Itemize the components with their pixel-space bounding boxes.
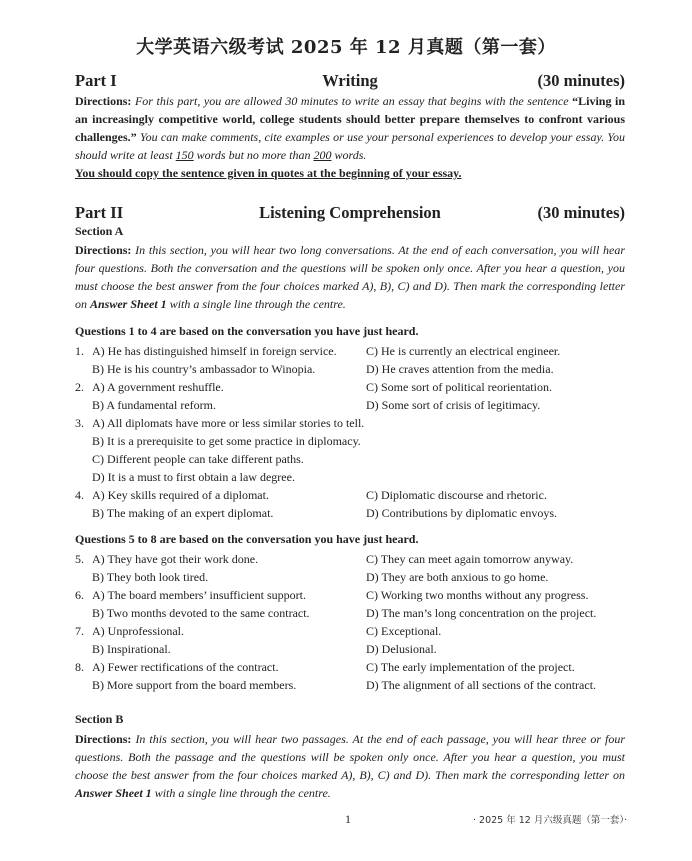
part1-label: Part I [75, 71, 117, 90]
option-c: C) Exceptional. [366, 624, 442, 638]
option-d: D) The man’s long concentration on the project. [366, 606, 597, 620]
question-number: 3. [75, 416, 84, 430]
option-c: C) Some sort of political reorientation. [366, 380, 552, 394]
option-a: A) He has distinguished himself in foreign service. [92, 344, 337, 358]
part2-time: (30 minutes) [537, 203, 625, 222]
part2-label: Part II [75, 203, 124, 222]
directions-label: Directions: [75, 243, 132, 257]
option-d: D) They are both anxious to go home. [366, 570, 549, 584]
option-c: C) The early implementation of the project. [366, 660, 575, 674]
option-c: C) Different people can take different paths. [92, 452, 304, 466]
min-words: 150 [175, 148, 194, 162]
option-b: B) Inspirational. [92, 642, 171, 656]
option-d: D) Delusional. [366, 642, 437, 656]
question-number: 5. [75, 552, 84, 566]
question-number: 7. [75, 624, 84, 638]
option-b: B) It is a prerequisite to get some practice in diplomacy. [92, 434, 361, 448]
option-a: A) All diplomats have more or less similar stories to tell. [92, 416, 365, 430]
option-b: B) They both look tired. [92, 570, 209, 584]
directions-label: Directions: [75, 94, 132, 108]
directions-text: with a single line through the centre. [154, 786, 331, 800]
question-7 [75, 622, 635, 658]
option-d: D) Some sort of crisis of legitimacy. [366, 398, 541, 412]
option-c: C) They can meet again tomorrow anyway. [366, 552, 574, 566]
part1-time: (30 minutes) [537, 71, 625, 90]
option-d: D) He craves attention from the media. [366, 362, 554, 376]
max-words: 200 [313, 148, 332, 162]
option-b: B) A fundamental reform. [92, 398, 216, 412]
directions-text: You can make comments, cite examples or use your personal experiences to develop your essay. You should write at least [75, 130, 626, 162]
directions-text: words. [334, 148, 367, 162]
directions-text: words but no more than [196, 148, 311, 162]
part1-header [75, 71, 625, 91]
part1-directions [75, 92, 625, 164]
option-b: B) The making of an expert diplomat. [92, 506, 274, 520]
copy-note [75, 164, 625, 182]
question-number: 2. [75, 380, 84, 394]
option-b: B) Two months devoted to the same contract. [92, 606, 310, 620]
directions-text: with a single line through the centre. [169, 297, 346, 311]
section-a-directions [75, 241, 625, 313]
question-3 [75, 414, 635, 486]
section-b-directions [75, 730, 625, 802]
question-number: 4. [75, 488, 84, 502]
option-a: A) Unprofessional. [92, 624, 184, 638]
option-c: C) He is currently an electrical engineer. [366, 344, 561, 358]
directions-label: Directions: [75, 732, 132, 746]
option-d: D) The alignment of all sections of the contract. [366, 678, 597, 692]
question-5 [75, 550, 635, 586]
question-8 [75, 658, 635, 694]
directions-text: For this part, you are allowed 30 minutes to write an essay that begins with the sentence [134, 94, 569, 108]
question-4 [75, 486, 635, 522]
option-b: B) He is his country’s ambassador to Winopia. [92, 362, 316, 376]
section-b-label: Section B [75, 712, 124, 726]
part1-name: Writing [322, 71, 378, 90]
option-d: D) It is a must to first obtain a law degree. [92, 470, 295, 484]
directions-text: In this section, you will hear two passages. At the end of each passage, you will hear three or four questions. Both the passage and the questions will be spoken only once. After you hear a question, you must choose the best answer from the four choices marked A), B), C) and D). Then mark the corresponding letter on [75, 732, 626, 782]
running-title: · 2025 年 12 月六级真题（第一套）· [473, 815, 628, 826]
answer-sheet-ref: Answer Sheet 1 [75, 786, 152, 800]
directions-text: In this section, you will hear two long conversations. At the end of each conversation, you will hear four questions. Both the conversation and the questions will be spoken only once. After you hear a question, you must choose the best answer from the four choices marked A), B), C) and D). Then mark the corresponding letter on [75, 243, 626, 311]
option-a: A) A government reshuffle. [92, 380, 224, 394]
copy-note-text: You should copy the sentence given in quotes at the beginning of your essay. [75, 166, 462, 180]
part2-name: Listening Comprehension [259, 203, 441, 222]
answer-sheet-ref: Answer Sheet 1 [90, 297, 167, 311]
page-title: 大学英语六级考试 2025 年 12 月真题（第一套） [136, 37, 556, 58]
question-1 [75, 342, 635, 378]
option-c: C) Working two months without any progress. [366, 588, 589, 602]
question-number: 6. [75, 588, 84, 602]
question-number: 8. [75, 660, 84, 674]
page-number: 1 [345, 812, 351, 826]
part2-header [75, 203, 625, 223]
question-6 [75, 586, 635, 622]
option-a: A) The board members’ insufficient support. [92, 588, 306, 602]
section-a-label: Section A [75, 224, 124, 238]
option-a: A) Fewer rectifications of the contract. [92, 660, 279, 674]
question-2 [75, 378, 635, 414]
option-b: B) More support from the board members. [92, 678, 297, 692]
option-a: A) Key skills required of a diplomat. [92, 488, 269, 502]
question-number: 1. [75, 344, 84, 358]
option-c: C) Diplomatic discourse and rhetoric. [366, 488, 547, 502]
option-a: A) They have got their work done. [92, 552, 259, 566]
questions-5-8-heading: Questions 5 to 8 are based on the conversation you have just heard. [75, 532, 419, 546]
option-d: D) Contributions by diplomatic envoys. [366, 506, 557, 520]
essay-prompt-quote: “Living in an increasingly competitive world, college students should better prepare themselves to confront various challenges.” [75, 94, 626, 144]
questions-1-4-heading: Questions 1 to 4 are based on the conversation you have just heard. [75, 324, 419, 338]
